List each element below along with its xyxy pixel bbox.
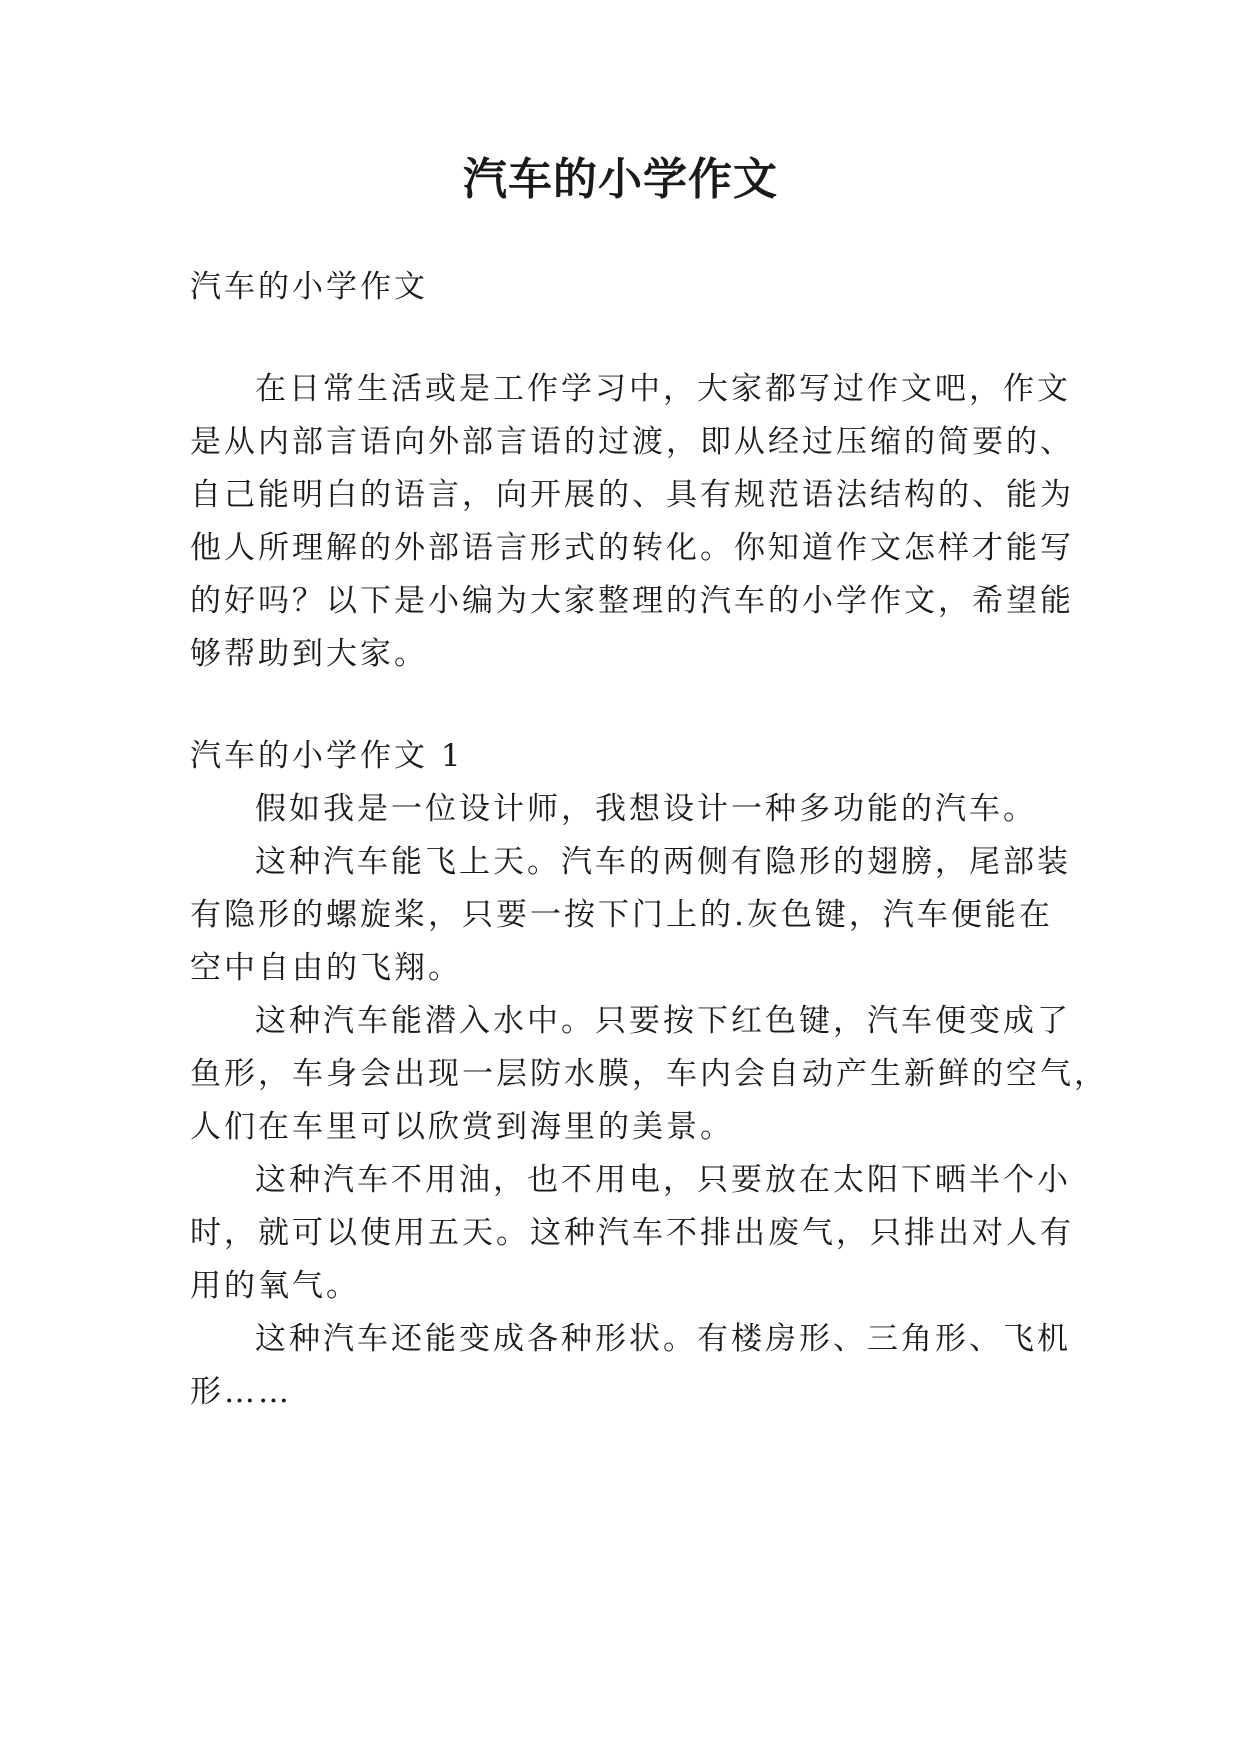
document-subtitle: 汽车的小学作文 <box>190 269 428 305</box>
body-line: 用的氧气。 <box>190 1268 360 1304</box>
body-line: 鱼形，车身会出现一层防水膜，车内会自动产生新鲜的空气， <box>190 1056 1108 1092</box>
body-line: 人们在车里可以欣赏到海里的美景。 <box>190 1109 734 1145</box>
body-line: 时，就可以使用五天。这种汽车不排出废气，只排出对人有 <box>190 1215 1074 1251</box>
intro-line: 的好吗？以下是小编为大家整理的汽车的小学作文，希望能 <box>190 583 1074 619</box>
intro-line: 够帮助到大家。 <box>190 636 428 672</box>
body-line: 有隐形的螺旋桨，只要一按下门上的.灰色键，汽车便能在 <box>190 897 1053 933</box>
body-line: 形…… <box>190 1374 292 1410</box>
intro-line: 自己能明白的语言，向开展的、具有规范语法结构的、能为 <box>190 477 1074 513</box>
body-line: 这种汽车还能变成各种形状。有楼房形、三角形、飞机 <box>255 1321 1071 1357</box>
body-line: 这种汽车不用油，也不用电，只要放在太阳下晒半个小 <box>255 1162 1071 1198</box>
intro-line: 他人所理解的外部语言形式的转化。你知道作文怎样才能写 <box>190 530 1074 566</box>
body-line: 这种汽车能潜入水中。只要按下红色键，汽车便变成了 <box>255 1003 1071 1039</box>
body-line: 这种汽车能飞上天。汽车的两侧有隐形的翅膀，尾部装 <box>255 844 1071 880</box>
body-line: 假如我是一位设计师，我想设计一种多功能的汽车。 <box>255 791 1037 827</box>
section-heading: 汽车的小学作文 1 <box>190 738 464 774</box>
intro-line: 在日常生活或是工作学习中，大家都写过作文吧，作文 <box>255 371 1071 407</box>
body-line: 空中自由的飞翔。 <box>190 950 462 986</box>
document-title: 汽车的小学作文 <box>463 154 778 205</box>
intro-line: 是从内部言语向外部言语的过渡，即从经过压缩的简要的、 <box>190 424 1074 460</box>
